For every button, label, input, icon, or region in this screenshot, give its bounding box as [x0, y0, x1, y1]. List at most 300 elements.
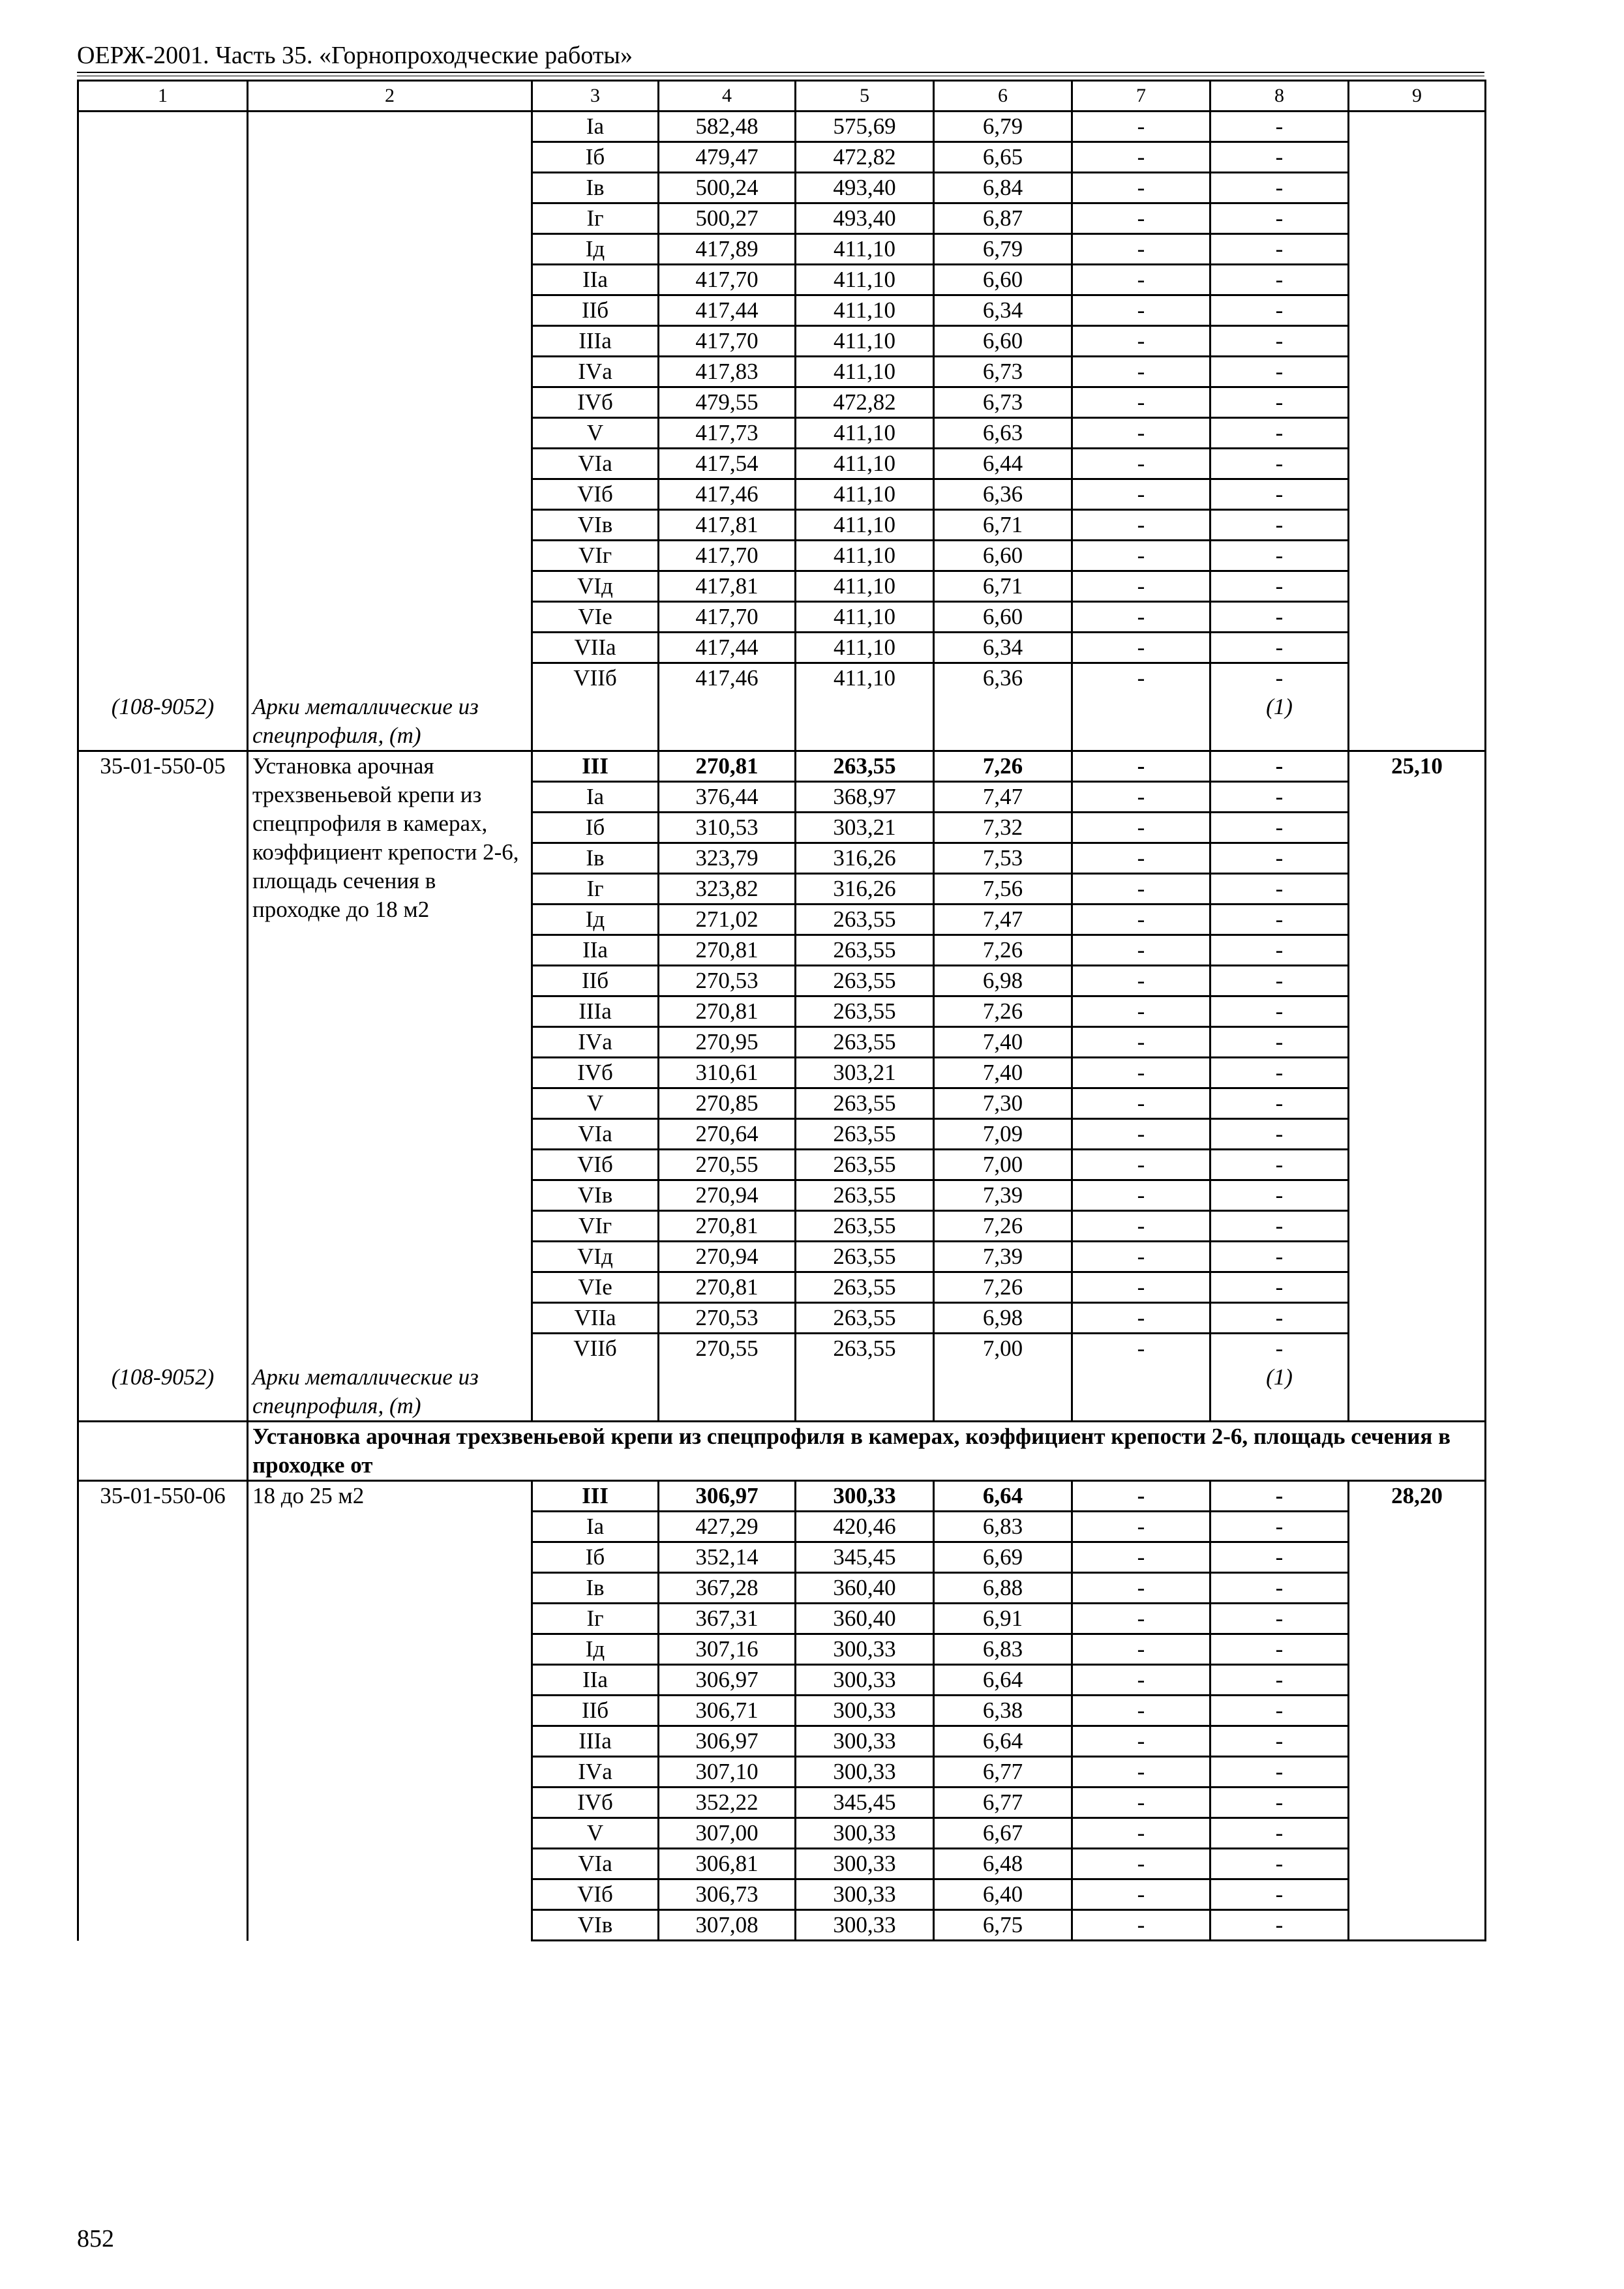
table-cell: 500,27 — [659, 203, 796, 234]
table-cell: Iд — [532, 905, 659, 935]
table-cell: 367,28 — [659, 1573, 796, 1604]
table-cell: 300,33 — [796, 1726, 934, 1757]
table-cell: - — [1072, 633, 1210, 663]
table-cell: 417,81 — [659, 571, 796, 602]
table-cell: 6,75 — [934, 1910, 1072, 1941]
table-cell: 417,70 — [659, 265, 796, 295]
table-cell: - — [1210, 813, 1349, 843]
table-cell: - — [1210, 357, 1349, 387]
table-cell: - — [1072, 1088, 1210, 1119]
table-cell: 6,60 — [934, 265, 1072, 295]
table-cell: VIб — [532, 479, 659, 510]
table-cell: 411,10 — [796, 326, 934, 357]
table-cell: 7,09 — [934, 1119, 1072, 1150]
page-number: 852 — [77, 2225, 114, 2252]
table-cell: - — [1210, 1788, 1349, 1818]
table-cell: 306,97 — [659, 1726, 796, 1757]
table-cell: Iа — [532, 112, 659, 142]
table-cell: 417,54 — [659, 449, 796, 479]
table-cell: - — [1072, 479, 1210, 510]
table-cell: 411,10 — [796, 357, 934, 387]
table-cell: 479,47 — [659, 142, 796, 173]
table-cell: - — [1072, 265, 1210, 295]
table-cell: 352,22 — [659, 1788, 796, 1818]
page-header: ОЕРЖ-2001. Часть 35. «Горнопроходческие работы» — [77, 42, 633, 69]
table-cell: 300,33 — [796, 1849, 934, 1879]
table-cell: 368,97 — [796, 782, 934, 813]
table-cell: 263,55 — [796, 1303, 934, 1334]
table-cell: 263,55 — [796, 1211, 934, 1242]
col-header: 4 — [659, 81, 796, 112]
table-cell: - — [1072, 1334, 1210, 1364]
table-cell: - — [1072, 1512, 1210, 1542]
rate-code: 35-01-550-05 — [78, 751, 248, 1364]
table-cell: 417,89 — [659, 234, 796, 265]
table-cell: - — [1072, 1542, 1210, 1573]
section-row — [78, 1422, 1486, 1481]
table-cell: - — [1072, 1818, 1210, 1849]
table-cell: Iб — [532, 813, 659, 843]
table-cell: - — [1210, 1119, 1349, 1150]
table-cell: - — [1072, 1180, 1210, 1211]
table-cell: - — [1210, 265, 1349, 295]
table-cell: 300,33 — [796, 1696, 934, 1726]
table-cell: 270,55 — [659, 1334, 796, 1364]
resource-name: Арки металлические из спецпрофиля, (т) — [248, 1363, 532, 1422]
table-cell: - — [1210, 295, 1349, 326]
table-cell: 7,40 — [934, 1058, 1072, 1088]
table-cell: Iб — [532, 1542, 659, 1573]
table-cell: - — [1210, 751, 1349, 782]
table-cell: - — [1072, 1573, 1210, 1604]
table-cell: 6,34 — [934, 295, 1072, 326]
table-cell: IIа — [532, 1665, 659, 1696]
table-cell: 6,67 — [934, 1818, 1072, 1849]
table-cell: 307,10 — [659, 1757, 796, 1788]
table-cell: 270,95 — [659, 1027, 796, 1058]
rates-table — [77, 80, 1486, 1941]
table-cell: - — [1072, 1634, 1210, 1665]
table-cell: V — [532, 1818, 659, 1849]
table-cell: 411,10 — [796, 510, 934, 541]
table-cell: 7,32 — [934, 813, 1072, 843]
empty-cell — [659, 693, 796, 751]
table-cell: Iб — [532, 142, 659, 173]
table-cell: 411,10 — [796, 449, 934, 479]
table-cell: VIIб — [532, 663, 659, 693]
table-cell: 263,55 — [796, 966, 934, 996]
table-cell: VIг — [532, 1211, 659, 1242]
table-cell: IIа — [532, 265, 659, 295]
table-cell: Iд — [532, 234, 659, 265]
table-cell: 6,44 — [934, 449, 1072, 479]
table-cell: 6,48 — [934, 1849, 1072, 1879]
table-cell: III — [532, 1481, 659, 1512]
table-cell: IIб — [532, 966, 659, 996]
col-header: 8 — [1210, 81, 1349, 112]
table-cell: - — [1210, 234, 1349, 265]
empty-cell — [796, 1363, 934, 1422]
col-header: 1 — [78, 81, 248, 112]
table-cell: VIIа — [532, 1303, 659, 1334]
table-cell: 417,46 — [659, 479, 796, 510]
empty-cell — [532, 693, 659, 751]
table-cell: - — [1072, 449, 1210, 479]
table-cell: - — [1210, 1696, 1349, 1726]
table-cell: 6,84 — [934, 173, 1072, 203]
table-cell: 6,34 — [934, 633, 1072, 663]
table-cell: VIд — [532, 571, 659, 602]
table-cell: 472,82 — [796, 142, 934, 173]
table-cell: 411,10 — [796, 541, 934, 571]
table-cell: 7,00 — [934, 1334, 1072, 1364]
table-cell: 6,77 — [934, 1788, 1072, 1818]
table-cell: - — [1210, 1604, 1349, 1634]
table-cell: 6,73 — [934, 387, 1072, 418]
table-cell: III — [532, 751, 659, 782]
rate-total: 28,20 — [1349, 1481, 1486, 1941]
resource-name: Арки металлические из спецпрофиля, (т) — [248, 693, 532, 751]
col-header: 3 — [532, 81, 659, 112]
table-cell: 263,55 — [796, 1150, 934, 1180]
table-cell: 417,83 — [659, 357, 796, 387]
table-cell: 500,24 — [659, 173, 796, 203]
table-cell: - — [1210, 479, 1349, 510]
table-cell: VIв — [532, 1180, 659, 1211]
col-header: 9 — [1349, 81, 1486, 112]
table-cell: 323,79 — [659, 843, 796, 874]
table-cell: 7,47 — [934, 905, 1072, 935]
table-cell: 417,44 — [659, 633, 796, 663]
table-cell: - — [1210, 1665, 1349, 1696]
table-cell: - — [1210, 935, 1349, 966]
table-cell: - — [1210, 1481, 1349, 1512]
table-cell: 300,33 — [796, 1910, 934, 1941]
table-cell: - — [1072, 663, 1210, 693]
table-cell: 6,63 — [934, 418, 1072, 449]
table-cell: - — [1072, 1272, 1210, 1303]
table-cell: - — [1210, 843, 1349, 874]
table-cell: Iд — [532, 1634, 659, 1665]
table-cell: 6,69 — [934, 1542, 1072, 1573]
table-cell: - — [1210, 905, 1349, 935]
table-cell: 7,26 — [934, 1272, 1072, 1303]
empty-cell — [796, 693, 934, 751]
table-cell: 6,83 — [934, 1512, 1072, 1542]
table-cell: - — [1210, 1879, 1349, 1910]
table-cell: 300,33 — [796, 1757, 934, 1788]
table-cell: - — [1072, 173, 1210, 203]
table-cell: - — [1210, 1058, 1349, 1088]
table-row — [78, 112, 1486, 142]
table-cell: 6,87 — [934, 203, 1072, 234]
table-cell: 270,81 — [659, 1211, 796, 1242]
table-cell: 420,46 — [796, 1512, 934, 1542]
table-cell: 6,60 — [934, 326, 1072, 357]
table-cell: - — [1072, 387, 1210, 418]
table-cell: 263,55 — [796, 1027, 934, 1058]
table-cell: 411,10 — [796, 234, 934, 265]
table-cell: 345,45 — [796, 1542, 934, 1573]
rate-name: 18 до 25 м2 — [248, 1481, 532, 1941]
table-cell: - — [1072, 1788, 1210, 1818]
table-cell: 6,73 — [934, 357, 1072, 387]
section-title: Установка арочная трехзвеньевой крепи из спецпрофиля в камерах, коэффициент крепости 2-6, площадь сечения в проходке от — [248, 1422, 1486, 1481]
table-cell: - — [1072, 541, 1210, 571]
table-cell: 411,10 — [796, 479, 934, 510]
table-cell: 411,10 — [796, 602, 934, 633]
table-cell: 270,53 — [659, 966, 796, 996]
table-cell: - — [1210, 1818, 1349, 1849]
table-cell: Iа — [532, 782, 659, 813]
table-cell: VIIа — [532, 633, 659, 663]
table-cell: V — [532, 1088, 659, 1119]
table-cell: Iа — [532, 1512, 659, 1542]
table-cell: IVа — [532, 1757, 659, 1788]
table-cell: - — [1210, 510, 1349, 541]
table-cell: 417,70 — [659, 541, 796, 571]
table-cell: 6,77 — [934, 1757, 1072, 1788]
table-cell: VIе — [532, 602, 659, 633]
col-header: 2 — [248, 81, 532, 112]
table-cell: IIб — [532, 295, 659, 326]
table-cell: 270,81 — [659, 996, 796, 1027]
table-cell: - — [1210, 1573, 1349, 1604]
table-cell: - — [1210, 1027, 1349, 1058]
table-cell: 7,40 — [934, 1027, 1072, 1058]
table-cell: IVа — [532, 1027, 659, 1058]
table-cell: IIа — [532, 935, 659, 966]
table-cell: 300,33 — [796, 1879, 934, 1910]
table-cell: 270,81 — [659, 751, 796, 782]
table-cell: - — [1210, 112, 1349, 142]
resource-code: (108-9052) — [78, 1363, 248, 1422]
table-cell: - — [1210, 449, 1349, 479]
table-cell: - — [1072, 326, 1210, 357]
table-cell: - — [1072, 1726, 1210, 1757]
table-cell: - — [1210, 996, 1349, 1027]
table-cell: 7,39 — [934, 1242, 1072, 1272]
table-cell: 493,40 — [796, 173, 934, 203]
table-cell: 417,70 — [659, 326, 796, 357]
table-cell: 6,38 — [934, 1696, 1072, 1726]
table-cell: Iг — [532, 874, 659, 905]
table-cell: IVа — [532, 357, 659, 387]
col-header: 5 — [796, 81, 934, 112]
table-cell: 270,53 — [659, 1303, 796, 1334]
table-cell: 270,85 — [659, 1088, 796, 1119]
table-cell: - — [1072, 1119, 1210, 1150]
rate-total: 25,10 — [1349, 751, 1486, 1422]
table-cell: - — [1210, 633, 1349, 663]
table-cell: 7,53 — [934, 843, 1072, 874]
table-cell: 263,55 — [796, 905, 934, 935]
table-cell: - — [1072, 1211, 1210, 1242]
table-cell: 6,91 — [934, 1604, 1072, 1634]
table-cell: 306,73 — [659, 1879, 796, 1910]
table-cell: 270,94 — [659, 1242, 796, 1272]
table-cell: 6,83 — [934, 1634, 1072, 1665]
table-cell: 307,16 — [659, 1634, 796, 1665]
table-cell: - — [1210, 1180, 1349, 1211]
empty-cell — [532, 1363, 659, 1422]
table-cell: 323,82 — [659, 874, 796, 905]
table-cell: - — [1072, 874, 1210, 905]
table-cell: 411,10 — [796, 295, 934, 326]
table-cell: 479,55 — [659, 387, 796, 418]
table-cell: 6,64 — [934, 1726, 1072, 1757]
table-cell: V — [532, 418, 659, 449]
table-cell: - — [1210, 326, 1349, 357]
table-cell: - — [1210, 1726, 1349, 1757]
table-cell: 310,53 — [659, 813, 796, 843]
resource-qty: (1) — [1210, 693, 1349, 751]
table-cell: - — [1072, 935, 1210, 966]
table-cell: 263,55 — [796, 1088, 934, 1119]
table-cell: 7,39 — [934, 1180, 1072, 1211]
table-cell: 316,26 — [796, 874, 934, 905]
table-cell: 7,26 — [934, 935, 1072, 966]
table-cell: - — [1210, 1910, 1349, 1941]
table-cell: 270,81 — [659, 1272, 796, 1303]
table-cell: 411,10 — [796, 418, 934, 449]
empty-cell — [1072, 693, 1210, 751]
table-cell: - — [1210, 541, 1349, 571]
table-cell: 352,14 — [659, 1542, 796, 1573]
rate-code — [78, 112, 248, 693]
table-cell: IIIа — [532, 1726, 659, 1757]
table-cell: IIб — [532, 1696, 659, 1726]
table-cell: - — [1072, 1849, 1210, 1879]
table-cell: VIд — [532, 1242, 659, 1272]
table-cell: - — [1210, 1088, 1349, 1119]
table-cell: - — [1072, 142, 1210, 173]
table-cell: 411,10 — [796, 633, 934, 663]
table-cell: 6,79 — [934, 234, 1072, 265]
table-cell: Iв — [532, 843, 659, 874]
table-cell: - — [1072, 1665, 1210, 1696]
table-cell: 493,40 — [796, 203, 934, 234]
table-cell: - — [1210, 966, 1349, 996]
resource-code: (108-9052) — [78, 693, 248, 751]
table-cell: - — [1072, 1303, 1210, 1334]
table-cell: 263,55 — [796, 1242, 934, 1272]
table-cell: - — [1072, 996, 1210, 1027]
table-cell: IVб — [532, 1058, 659, 1088]
table-cell: - — [1072, 1757, 1210, 1788]
table-cell: Iв — [532, 173, 659, 203]
table-cell: - — [1210, 173, 1349, 203]
table-cell: - — [1210, 571, 1349, 602]
table-cell: Iг — [532, 203, 659, 234]
table-cell: 6,71 — [934, 510, 1072, 541]
table-cell: VIб — [532, 1150, 659, 1180]
table-cell: 7,56 — [934, 874, 1072, 905]
table-cell: 306,71 — [659, 1696, 796, 1726]
table-cell: - — [1072, 782, 1210, 813]
resource-qty: (1) — [1210, 1363, 1349, 1422]
table-cell: 306,97 — [659, 1481, 796, 1512]
table-cell: - — [1072, 1242, 1210, 1272]
table-cell: - — [1072, 1910, 1210, 1941]
table-cell: VIа — [532, 1119, 659, 1150]
table-cell: 270,64 — [659, 1119, 796, 1150]
table-cell: VIб — [532, 1879, 659, 1910]
table-cell: 270,81 — [659, 935, 796, 966]
table-cell: 6,71 — [934, 571, 1072, 602]
table-cell: 367,31 — [659, 1604, 796, 1634]
table-cell: - — [1210, 874, 1349, 905]
table-cell: 7,47 — [934, 782, 1072, 813]
table-cell: - — [1210, 1150, 1349, 1180]
table-cell: 417,46 — [659, 663, 796, 693]
table-cell: VIIб — [532, 1334, 659, 1364]
table-cell: VIе — [532, 1272, 659, 1303]
table-cell: - — [1072, 1058, 1210, 1088]
table-cell: - — [1210, 1512, 1349, 1542]
rate-name — [248, 112, 532, 693]
empty-cell — [1072, 1363, 1210, 1422]
table-cell: 6,64 — [934, 1665, 1072, 1696]
table-cell: 360,40 — [796, 1573, 934, 1604]
table-cell: 303,21 — [796, 813, 934, 843]
table-cell: 6,60 — [934, 541, 1072, 571]
table-cell: - — [1072, 510, 1210, 541]
table-cell: 6,40 — [934, 1879, 1072, 1910]
table-cell: - — [1210, 1242, 1349, 1272]
table-cell: VIа — [532, 1849, 659, 1879]
table-cell: 427,29 — [659, 1512, 796, 1542]
table-cell: - — [1072, 843, 1210, 874]
table-cell: - — [1072, 112, 1210, 142]
table-cell: - — [1072, 357, 1210, 387]
table-cell: IIIа — [532, 326, 659, 357]
table-cell: 300,33 — [796, 1818, 934, 1849]
table-cell: VIв — [532, 1910, 659, 1941]
table-cell: - — [1072, 1150, 1210, 1180]
table-cell: 417,70 — [659, 602, 796, 633]
table-cell: - — [1210, 1757, 1349, 1788]
table-cell: - — [1072, 1696, 1210, 1726]
table-cell: Iг — [532, 1604, 659, 1634]
table-cell: VIа — [532, 449, 659, 479]
table-cell: 306,81 — [659, 1849, 796, 1879]
table-cell: 6,60 — [934, 602, 1072, 633]
table-cell: 345,45 — [796, 1788, 934, 1818]
table-cell: - — [1072, 905, 1210, 935]
rate-code: 35-01-550-06 — [78, 1481, 248, 1941]
table-cell: - — [1210, 1303, 1349, 1334]
table-cell: - — [1210, 1542, 1349, 1573]
table-cell: - — [1210, 1272, 1349, 1303]
header-rule — [77, 72, 1484, 73]
table-cell: - — [1072, 602, 1210, 633]
table-cell: 411,10 — [796, 265, 934, 295]
table-cell: - — [1210, 663, 1349, 693]
table-cell: - — [1210, 602, 1349, 633]
resource-row — [78, 1363, 1486, 1422]
table-cell: 263,55 — [796, 996, 934, 1027]
table-cell: 263,55 — [796, 1272, 934, 1303]
table-cell: - — [1210, 142, 1349, 173]
table-cell: - — [1072, 1879, 1210, 1910]
table-cell: - — [1072, 295, 1210, 326]
empty-cell — [659, 1363, 796, 1422]
table-cell: 6,79 — [934, 112, 1072, 142]
rate-name: Установка арочная трехзвеньевой крепи из спецпрофиля в камерах, коэффициент крепости 2-6, площадь сечения в проходке до 18 м2 — [248, 751, 532, 1364]
table-cell: 271,02 — [659, 905, 796, 935]
table-cell: 417,81 — [659, 510, 796, 541]
